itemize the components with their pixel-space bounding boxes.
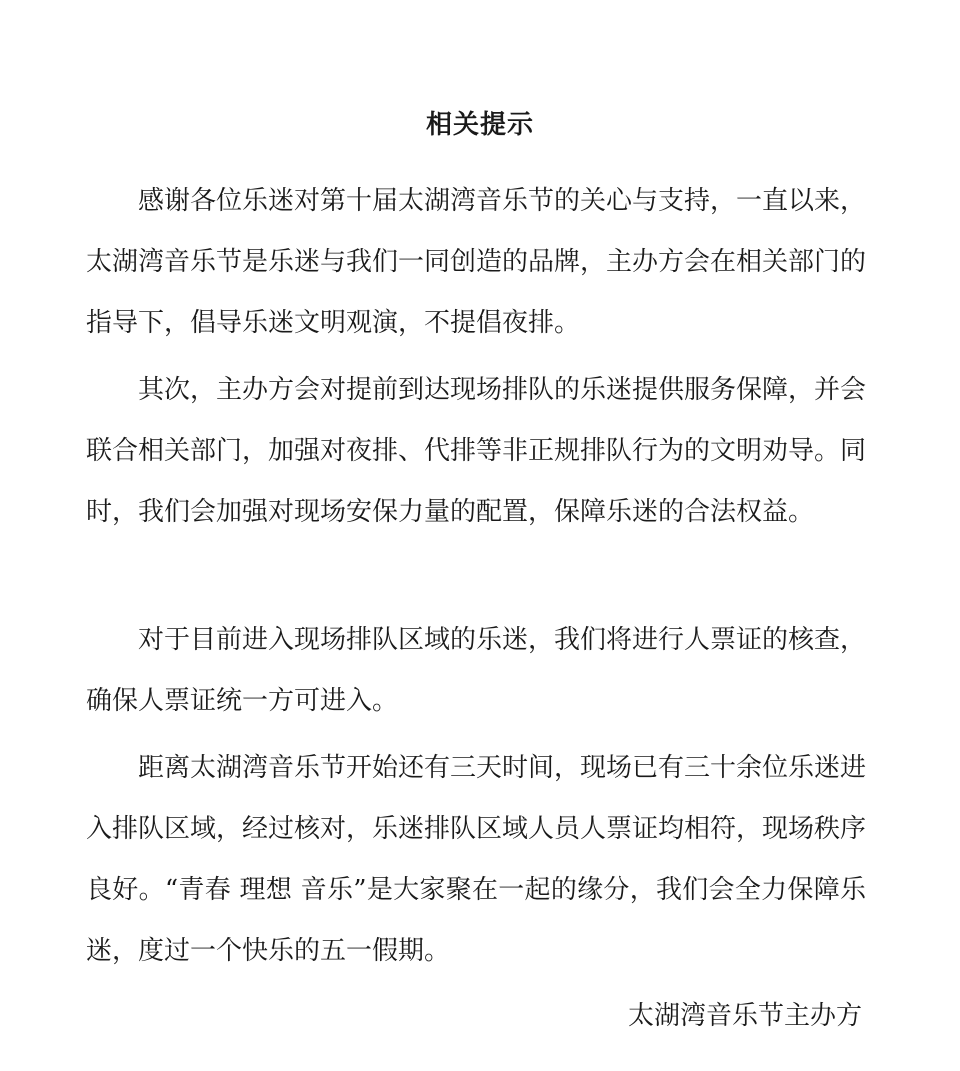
paragraph-3: 对于目前进入现场排队区域的乐迷，我们将进行人票证的核查，确保人票证统一方可进入。 [86,625,867,716]
document-title: 相关提示 [425,110,534,140]
signature: 太湖湾音乐节主办方 [627,1001,862,1031]
paragraph-4: 距离太湖湾音乐节开始还有三天时间，现场已有三十余位乐迷进入排队区域，经过核对，乐迷排队区域人员人票证均相符，现场秩序良好。“青春 理想 音乐”是大家聚在一起的缘分，我们会全力保障乐迷，度过一个快乐的五一假期。 [86,753,867,966]
paragraph-2: 其次，主办方会对提前到达现场排队的乐迷提供服务保障，并会联合相关部门，加强对夜排、代排等非正规排队行为的文明劝导。同时，我们会加强对现场安保力量的配置，保障乐迷的合法权益。 [86,375,867,527]
paragraph-1: 感谢各位乐迷对第十届太湖湾音乐节的关心与支持，一直以来，太湖湾音乐节是乐迷与我们一同创造的品牌，主办方会在相关部门的指导下，倡导乐迷文明观演，不提倡夜排。 [86,186,867,338]
